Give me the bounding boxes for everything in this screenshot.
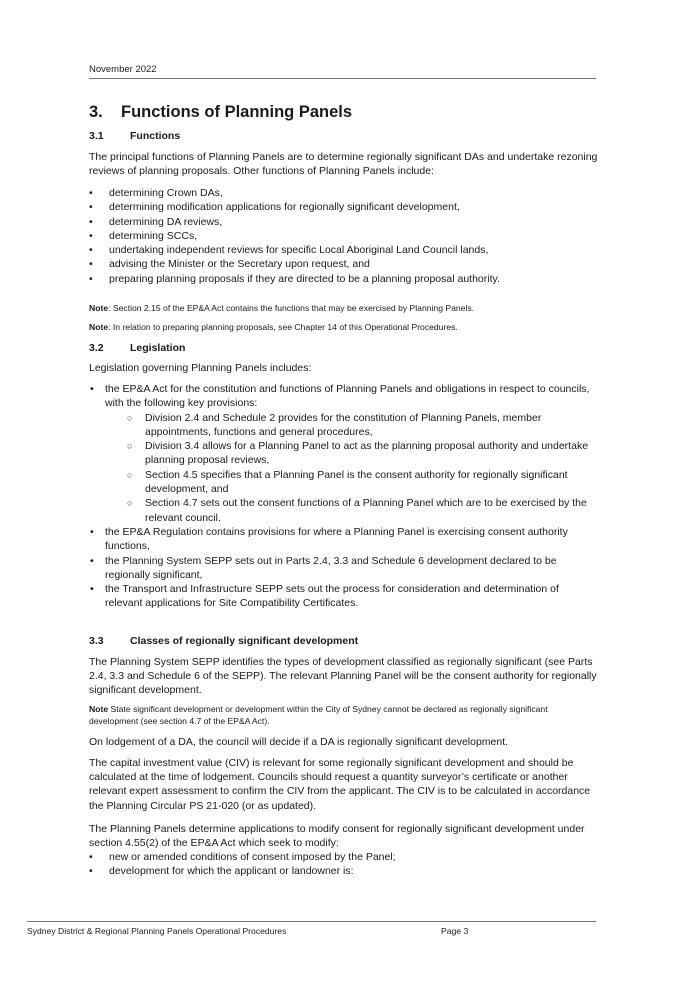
list-item: • new or amended conditions of consent imposed by the Panel; xyxy=(89,851,396,863)
heading-number: 3.3 xyxy=(89,635,104,647)
heading-text: Functions xyxy=(130,130,181,142)
sub-list-item: ○ Section 4.5 specifies that a Planning Panel is the consent authority for regionally significant development, and xyxy=(127,468,568,496)
header-rule xyxy=(89,78,596,79)
list-item: • determining Crown DAs, xyxy=(89,187,223,199)
list-item: • undertaking independent reviews for specific Local Aboriginal Land Council lands, xyxy=(89,244,489,257)
legislation-bullet-list xyxy=(89,382,599,611)
heading-number: 3.2 xyxy=(89,342,104,354)
note-ssd: Note State significant development or development within the City of Sydney cannot be declared as regionally significant development (see section 4.7 of the EP&A Act). xyxy=(89,704,548,726)
section-title xyxy=(89,103,352,122)
sub-list-item: ○ Division 2.4 and Schedule 2 provides for the constitution of Planning Panels, member appointments, functions and general procedures, xyxy=(127,411,542,438)
modify-bullet-list xyxy=(89,850,599,879)
footer-page-number: Page 3 xyxy=(441,926,469,936)
paragraph-classes: The Planning System SEPP identifies the types of development classified as regionally significant (see Parts 2.4, 3.3 and Schedule 6 of the SEPP). The relevant Planning Panel will be the consent authority for regionally significant development. xyxy=(89,656,597,697)
heading-3-2 xyxy=(89,342,185,354)
list-item: • the EP&A Regulation contains provisions for where a Planning Panel is exercising consent authority functions, xyxy=(90,525,568,553)
list-item: • the Transport and Infrastructure SEPP sets out the process for consideration and determination of relevant applications for Site Compatibility Certificates. xyxy=(90,583,559,610)
list-item: • determining DA reviews, xyxy=(89,215,223,228)
list-item: • preparing planning proposals if they are directed to be a planning proposal authority. xyxy=(89,272,500,285)
paragraph-modify: The Planning Panels determine applications to modify consent for regionally significant development under section 4.55(2) of the EP&A Act which seek to modify: xyxy=(89,823,585,850)
section-number: 3. xyxy=(89,103,103,121)
heading-3-1 xyxy=(89,130,180,142)
heading-text: Legislation xyxy=(130,342,186,354)
paragraph-lodgement: On lodgement of a DA, the council will decide if a DA is regionally significant development. xyxy=(89,736,509,748)
note-planning-proposals: Note: In relation to preparing planning proposals, see Chapter 14 of this Operational Procedures. xyxy=(89,322,458,332)
heading-3-3 xyxy=(89,635,358,647)
list-item: • determining modification applications for regionally significant development, xyxy=(89,201,460,214)
list-item: • determining SCCs, xyxy=(89,229,198,242)
sub-list-item: ○ Section 4.7 sets out the consent functions of a Planning Panel which are to be exercised by the relevant council. xyxy=(127,497,587,524)
section-title-text: Functions of Planning Panels xyxy=(121,103,353,121)
paragraph-functions-intro: The principal functions of Planning Panels are to determine regionally significant DAs and undertake rezoning reviews of planning proposals. Other functions of Planning Panels include: xyxy=(89,151,598,178)
sub-list-item: ○ Division 3.4 allows for a Planning Panel to act as the planning proposal authority and undertake planning proposal reviews, xyxy=(127,440,589,467)
list-item: • advising the Minister or the Secretary upon request, and xyxy=(89,258,370,271)
paragraph-civ: The capital investment value (CIV) is relevant for some regionally significant development and should be calculated at the time of lodgement. Councils should request a quantity surveyor’s certificate or another relevant expert assessment to confirm the CIV from the applicant. The CIV is to be calculated in accordance the Planning Circular PS 21-020 (or as updated). xyxy=(89,757,591,812)
header-date: November 2022 xyxy=(89,64,157,75)
paragraph-legislation-intro: Legislation governing Planning Panels includes: xyxy=(89,362,312,374)
heading-number: 3.1 xyxy=(89,130,104,142)
list-item: • the EP&A Act for the constitution and functions of Planning Panels and obligations in respect to councils, with the following key provisions: xyxy=(90,383,590,410)
list-item: • development for which the applicant or landowner is: xyxy=(89,865,354,878)
footer-document-title: Sydney District & Regional Planning Panels Operational Procedures xyxy=(27,926,287,936)
heading-text: Classes of regionally significant development xyxy=(130,635,359,647)
footer-rule xyxy=(27,921,596,922)
list-item: • the Planning System SEPP sets out in Parts 2.4, 3.3 and Schedule 6 development declared to be regionally significant, xyxy=(90,554,557,581)
note-functions: Note: Section 2.15 of the EP&A Act contains the functions that may be exercised by Planning Panels. xyxy=(89,303,475,313)
functions-bullet-list xyxy=(89,186,599,286)
